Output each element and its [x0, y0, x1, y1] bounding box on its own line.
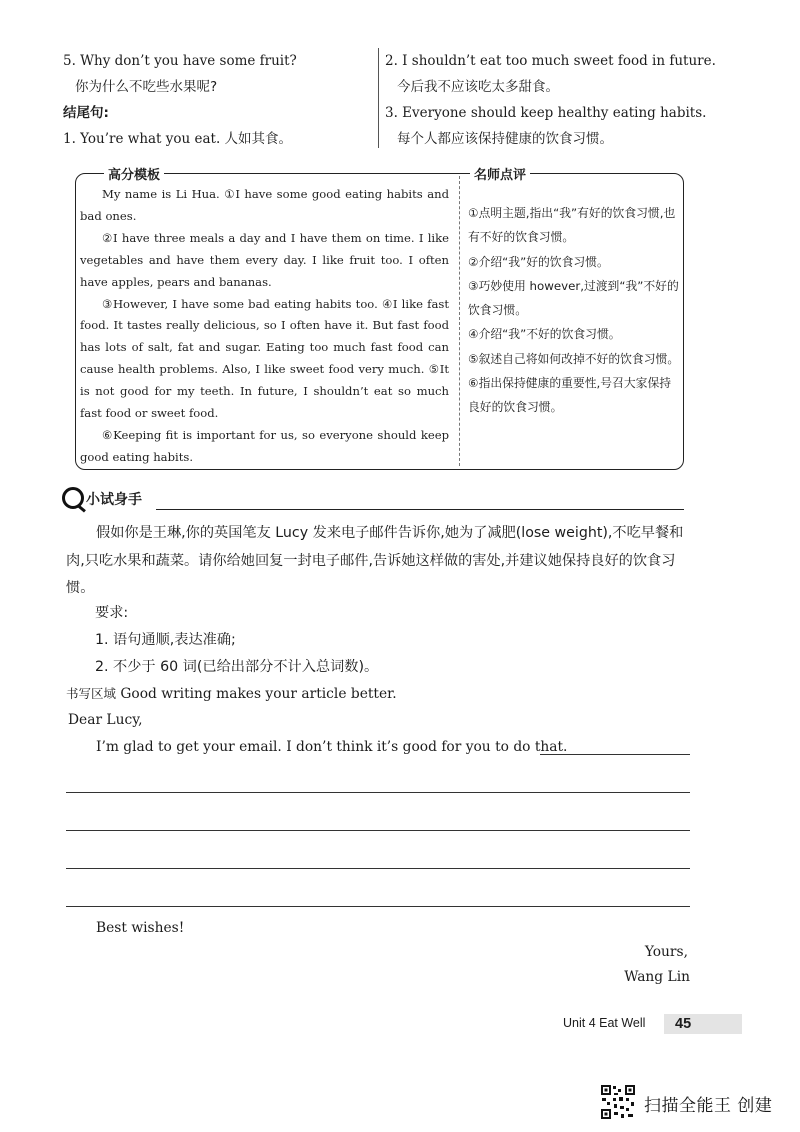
- column-divider: [378, 48, 379, 148]
- essay-paragraph: My name is Li Hua. ①I have some good eating habits and bad ones.: [80, 187, 449, 223]
- comment-item: ③巧妙使用 however,过渡到“我”不好的饮食习惯。: [468, 278, 679, 318]
- question-5: 5. Why don’t you have some fruit?: [63, 53, 297, 69]
- model-essay-box: [75, 168, 684, 470]
- answer-line-short[interactable]: [540, 754, 690, 755]
- box-divider: [459, 176, 460, 466]
- practice-title: 小试身手: [86, 492, 142, 508]
- comment-item: ⑥指出保持健康的重要性,号召大家保持良好的饮食习惯。: [468, 376, 672, 415]
- answer-line[interactable]: [66, 868, 690, 869]
- ending-sentence-3: 3. Everyone should keep healthy eating habits.: [385, 105, 707, 121]
- writing-task: [66, 520, 690, 603]
- model-essay-label: 高分模板: [104, 164, 164, 183]
- ending-sentence-2-translation: 今后我不应该吃太多甜食。: [397, 79, 559, 95]
- comment-item: ①点明主题,指出“我”有好的饮食习惯,也有不好的饮食习惯。: [468, 206, 676, 245]
- section-rule: [156, 509, 678, 510]
- writing-area-label: [66, 681, 397, 707]
- letter-closing: Best wishes!: [96, 920, 185, 936]
- requirement-1: 1. 语句通顺,表达准确;: [95, 632, 236, 648]
- right-column: [385, 48, 716, 152]
- footer-unit-title: Unit 4 Eat Well: [563, 1016, 646, 1030]
- ending-sentence-2: 2. I shouldn’t eat too much sweet food in future.: [385, 53, 716, 69]
- ending-sentence-1: 1. You’re what you eat. 人如其食。: [63, 131, 293, 147]
- page-number: 45: [664, 1014, 742, 1034]
- ending-sentence-3-translation: 每个人都应该保持健康的饮食习惯。: [397, 131, 613, 147]
- section-rule-end: [678, 502, 684, 510]
- writing-area-slogan: Good writing makes your article better.: [120, 686, 397, 702]
- magnifier-icon: [62, 487, 84, 509]
- practice-section-header: [62, 487, 686, 513]
- ending-sentences-heading: 结尾句:: [63, 105, 109, 121]
- teacher-comment-label: 名师点评: [470, 164, 530, 183]
- answer-line[interactable]: [66, 792, 690, 793]
- letter-opening: I’m glad to get your email. I don’t think it’s good for you to do that.: [96, 739, 568, 755]
- letter-signature: Wang Lin: [624, 969, 690, 985]
- scanner-watermark-text: 扫描全能王 创建: [644, 1096, 773, 1116]
- teacher-comments: [468, 201, 680, 420]
- essay-paragraph: ②I have three meals a day and I have them on time. I like vegetables and have them every day. I like fruit too. I often have apples, pears and bananas.: [80, 230, 449, 289]
- answer-line[interactable]: [66, 906, 690, 907]
- answer-line[interactable]: [66, 830, 690, 831]
- writing-area-title: 书写区域: [66, 686, 117, 701]
- comment-item: ⑤叙述自己将如何改掉不好的饮食习惯。: [468, 351, 680, 366]
- question-5-translation: 你为什么不吃些水果呢?: [75, 79, 218, 95]
- model-essay: [80, 184, 449, 469]
- essay-paragraph: ⑥Keeping fit is important for us, so everyone should keep good eating habits.: [80, 427, 449, 464]
- letter-yours: Yours,: [644, 944, 688, 960]
- requirement-2: 2. 不少于 60 词(已给出部分不计入总词数)。: [95, 659, 379, 675]
- task-description: 假如你是王琳,你的英国笔友 Lucy 发来电子邮件告诉你,她为了减肥(lose weight),不吃早餐和肉,只吃水果和蔬菜。请你给她回复一封电子邮件,告诉她这样做的害处,并建议她保持良好的饮食习惯。: [66, 525, 684, 596]
- requirements-heading: 要求:: [95, 605, 129, 621]
- essay-paragraph: ③However, I have some bad eating habits too. ④I like fast food. It tastes really delicious, so I often have it. But fast food has lots of salt, fat and sugar. Eating too much fast food can cause health problems. Also, I like sweet food very much. ⑤It is not good for my teeth. In future, I shouldn’t eat so much fast food or sweet food.: [80, 296, 449, 421]
- left-column: [63, 48, 373, 152]
- comment-item: ④介绍“我”不好的饮食习惯。: [468, 327, 621, 342]
- letter-greeting: Dear Lucy,: [68, 712, 143, 728]
- comment-item: ②介绍“我”好的饮食习惯。: [468, 254, 609, 269]
- top-sentence-columns: [63, 48, 716, 148]
- qr-code-icon: [600, 1084, 636, 1120]
